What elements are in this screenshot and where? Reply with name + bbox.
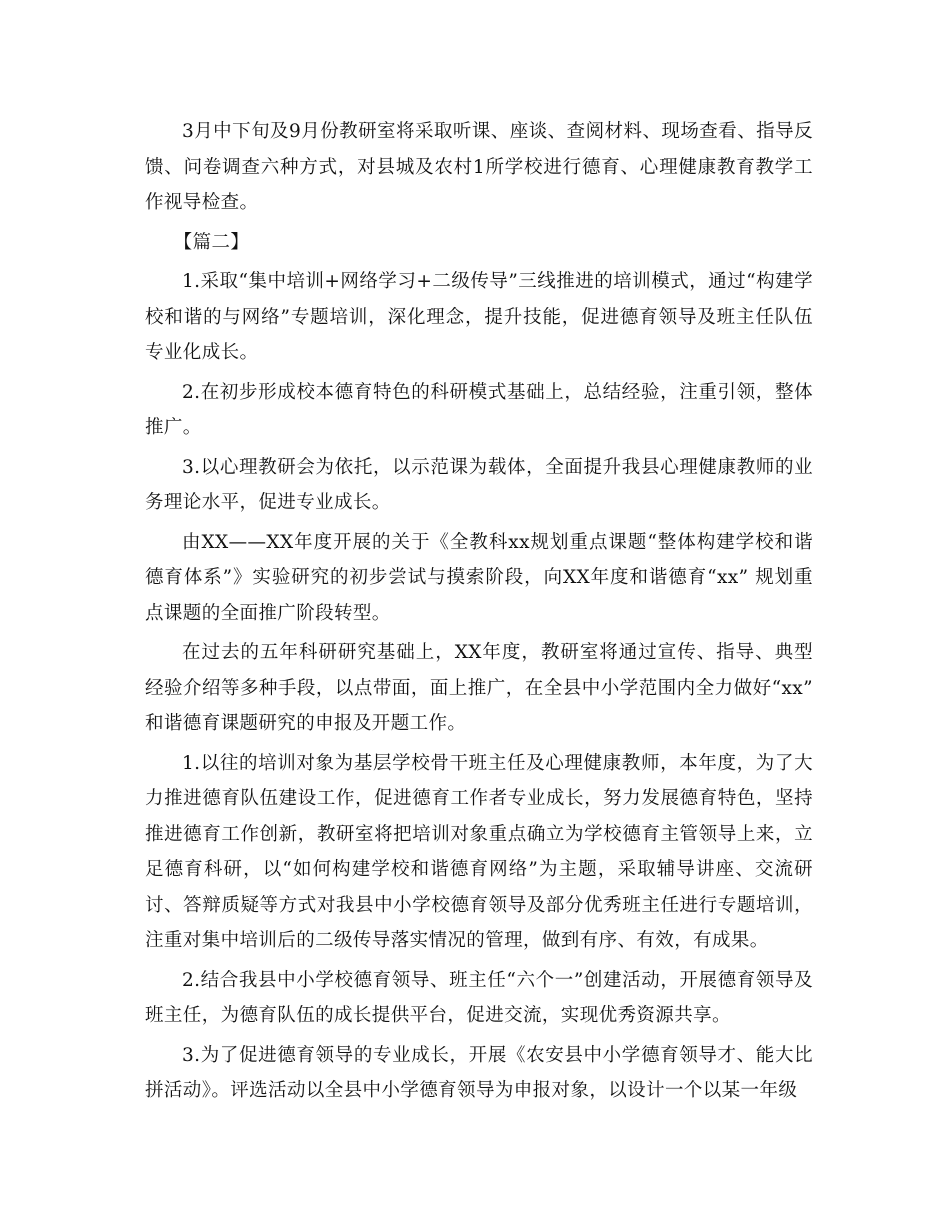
paragraph-psychology-society: 3.以心理教研会为依托，以示范课为载体，全面提升我县心理健康教师的业务理论水平，促进专业成长。 [145,456,813,513]
paragraph-competition: 3.为了促进德育领导的专业成长，开展《农安县中小学德育领导才、能大比拼活动》。评选活动以全县中小学德育领导为申报对象，以设计一个以某一年级 [145,1044,813,1101]
paragraph-inspection: 3月中下旬及9月份教研室将采取听课、座谈、查阅材料、现场查看、指导反馈、问卷调查六种方式，对县城及农村1所学校进行德育、心理健康教育教学工作视导检查。 [145,121,813,213]
paragraph-project-transition: 由XX——XX年度开展的关于《全教科xx规划重点课题“整体构建学校和谐德育体系”》实验研究的初步尝试与摸索阶段，向XX年度和谐德育“xx” 规划重点课题的全面推广阶段转型。 [145,531,813,624]
paragraph-training-targets: 1.以往的培训对象为基层学校骨干班主任及心理健康教师，本年度，为了大力推进德育队伍建设工作，促进德育工作者专业成长，努力发展德育特色，坚持推进德育工作创新，教研室将把培训对象重点确立为学校德育主管领导上来，立足德育科研，以“如何构建学校和谐德育网络”为主题，采取辅导讲座、交流研讨、答辩质疑等方式对我县中小学校德育领导及部分优秀班主任进行专题培训，注重对集中培训后的二级传导落实情况的管理，做到有序、有效，有成果。 [145,752,813,951]
paragraph-six-ones: 2.结合我县中小学校德育领导、班主任“六个一”创建活动，开展德育领导及班主任，为德育队伍的成长提供平台，促进交流，实现优秀资源共享。 [145,969,813,1026]
paragraph-research-model: 2.在初步形成校本德育特色的科研模式基础上，总结经验，注重引领，整体推广。 [145,381,813,438]
section-heading: 【篇二】 [173,231,250,253]
paragraph-research-promotion: 在过去的五年科研研究基础上，XX年度，教研室将通过宣传、指导、典型经验介绍等多种手段，以点带面，面上推广，在全县中小学范围内全力做好“xx” 和谐德育课题研究的申报及开题工作。 [145,642,813,734]
paragraph-training-model: 1.采取“集中培训+网络学习+二级传导”三线推进的培训模式，通过“构建学校和谐的与网络”专题培训，深化理念，提升技能，促进德育领导及班主任队伍专业化成长。 [145,271,813,363]
document-body [145,114,813,1113]
